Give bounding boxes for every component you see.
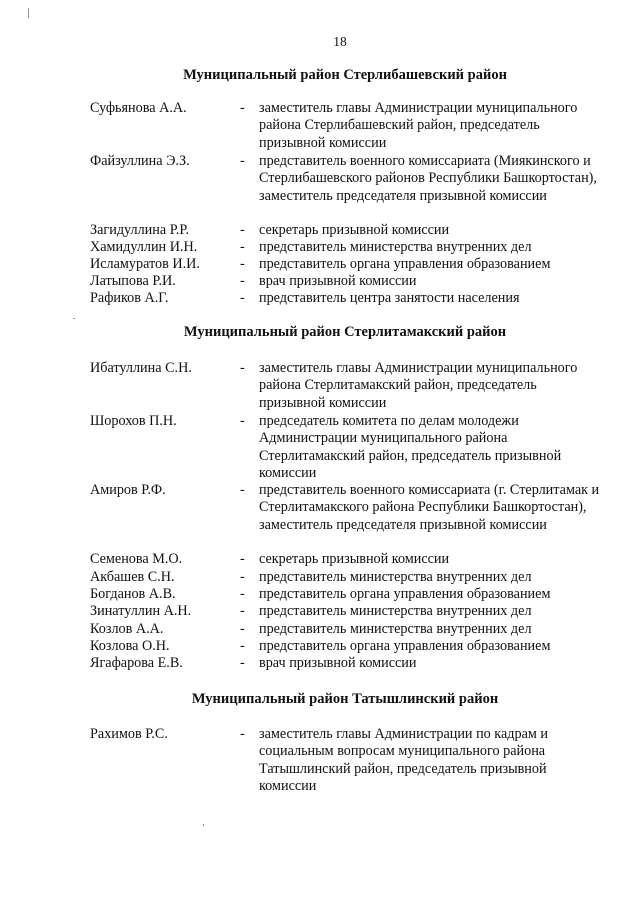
- member-name: Амиров Р.Ф.: [90, 482, 166, 498]
- member-name: Хамидуллин И.Н.: [90, 239, 198, 255]
- member-role: представитель военного комиссариата (Миякинского и Стерлибашевского районов Республики Башкортостан), заместитель председателя призывной комиссии: [259, 153, 597, 204]
- member-name: Семенова М.О.: [90, 551, 183, 567]
- member-name: Рафиков А.Г.: [90, 290, 169, 306]
- dash-separator: -: [240, 603, 245, 619]
- member-name: Богданов А.В.: [90, 586, 176, 602]
- dash-separator: -: [240, 100, 245, 116]
- scan-mark: [28, 8, 29, 18]
- dash-separator: -: [240, 273, 245, 289]
- member-name: Зинатуллин А.Н.: [90, 603, 192, 619]
- member-role: представитель центра занятости населения: [259, 290, 520, 306]
- member-role: представитель министерства внутренних дел: [259, 603, 532, 619]
- dash-separator: -: [240, 586, 245, 602]
- member-role: представитель министерства внутренних дел: [259, 569, 532, 585]
- scan-speck: [203, 824, 204, 826]
- dash-separator: -: [240, 222, 245, 238]
- dash-separator: -: [240, 239, 245, 255]
- member-role: представитель органа управления образованием: [259, 638, 551, 654]
- section-title: Муниципальный район Татышлинский район: [191, 691, 499, 707]
- member-name: Суфьянова А.А.: [90, 100, 187, 116]
- member-role: врач призывной комиссии: [259, 655, 417, 671]
- dash-separator: -: [240, 290, 245, 306]
- member-role: врач призывной комиссии: [259, 273, 417, 289]
- dash-separator: -: [240, 153, 245, 169]
- member-role: секретарь призывной комиссии: [259, 222, 450, 238]
- member-name: Рахимов Р.С.: [90, 726, 168, 742]
- scan-speck: [73, 318, 75, 319]
- member-name: Шорохов П.Н.: [90, 413, 177, 429]
- member-name: Загидуллина Р.Р.: [90, 222, 190, 238]
- dash-separator: -: [240, 551, 245, 567]
- member-role: председатель комитета по делам молодежи Администрации муниципального района Стерлитамакский район, председатель призывной комиссии: [259, 413, 562, 481]
- member-role: заместитель главы Администрации муниципального района Стерлитамакский район, председатель призывной комиссии: [259, 360, 578, 411]
- member-role: представитель министерства внутренних дел: [259, 621, 532, 637]
- dash-separator: -: [240, 638, 245, 654]
- dash-separator: -: [240, 360, 245, 376]
- page-number: 18: [333, 34, 347, 49]
- member-name: Файзуллина Э.З.: [90, 153, 190, 169]
- dash-separator: -: [240, 413, 245, 429]
- member-role: представитель министерства внутренних дел: [259, 239, 532, 255]
- member-role: заместитель главы Администрации по кадрам и социальным вопросам муниципального района Татышлинский район, председатель призывной комиссии: [259, 726, 549, 794]
- dash-separator: -: [240, 569, 245, 585]
- member-name: Козлова О.Н.: [90, 638, 170, 654]
- member-name: Латыпова Р.И.: [90, 273, 176, 289]
- dash-separator: -: [240, 726, 245, 742]
- member-role: представитель органа управления образованием: [259, 586, 551, 602]
- dash-separator: -: [240, 655, 245, 671]
- member-name: Ягафарова Е.В.: [90, 655, 183, 671]
- section-title: Муниципальный район Стерлибашевский район: [183, 67, 507, 83]
- member-role: заместитель главы Администрации муниципального района Стерлибашевский район, председатель призывной комиссии: [259, 100, 578, 151]
- section-title: Муниципальный район Стерлитамакский район: [183, 324, 507, 340]
- member-name: Ибатуллина С.Н.: [90, 360, 192, 376]
- dash-separator: -: [240, 482, 245, 498]
- member-role: секретарь призывной комиссии: [259, 551, 450, 567]
- dash-separator: -: [240, 621, 245, 637]
- dash-separator: -: [240, 256, 245, 272]
- member-name: Исламуратов И.И.: [90, 256, 200, 272]
- member-name: Акбашев С.Н.: [90, 569, 175, 585]
- member-role: представитель военного комиссариата (г. Стерлитамак и Стерлитамакского района Республики Башкортостан), заместитель председателя призывной комиссии: [259, 482, 600, 533]
- member-name: Козлов А.А.: [90, 621, 164, 637]
- member-role: представитель органа управления образованием: [259, 256, 551, 272]
